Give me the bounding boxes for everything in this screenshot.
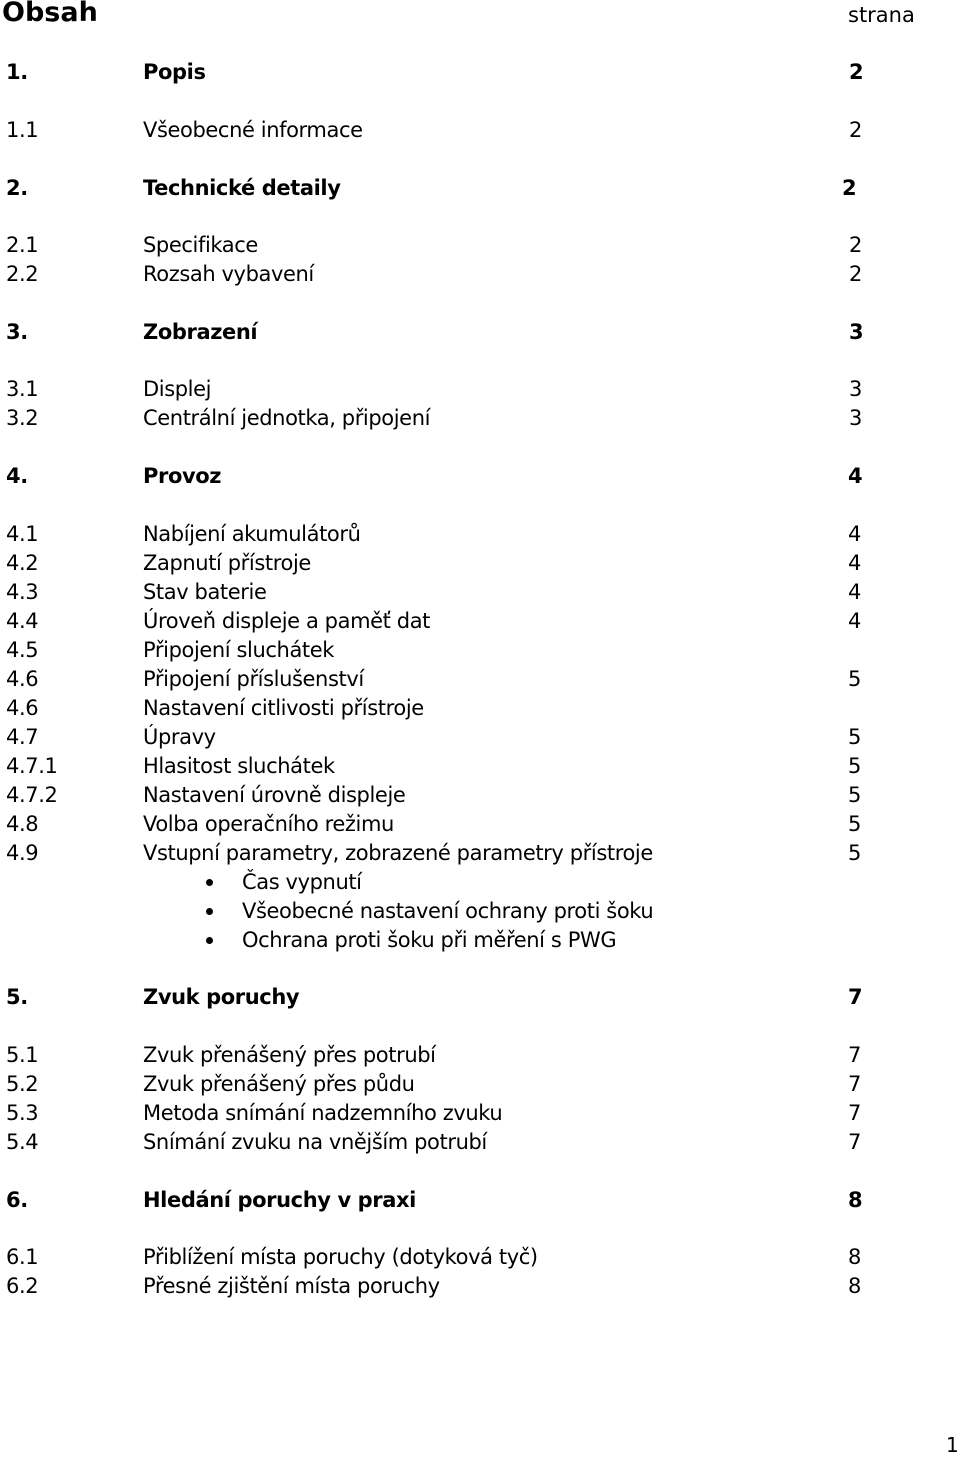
toc-entry-page: 2 [849, 118, 862, 142]
toc-entry-title: Nastavení citlivosti přístroje [143, 696, 424, 720]
toc-entry-page: 5 [848, 841, 861, 865]
toc-entry-number: 4.9 [6, 841, 39, 865]
toc-entry-page: 7 [848, 985, 863, 1009]
toc-entry[interactable] [0, 116, 960, 144]
toc-entry-page: 7 [848, 1130, 861, 1154]
toc-entry[interactable] [0, 1099, 960, 1127]
toc-entry-title: Zobrazení [143, 320, 258, 344]
toc-entry-number: 2.2 [6, 262, 39, 286]
toc-entry-page: 2 [849, 60, 864, 84]
toc-section-entry[interactable] [0, 983, 960, 1011]
toc-entry-number: 4.2 [6, 551, 39, 575]
toc-entry-title: Všeobecné informace [143, 118, 363, 142]
toc-entry-title: Přesné zjištění místa poruchy [143, 1274, 440, 1298]
toc-entry-number: 1.1 [6, 118, 39, 142]
toc-entry-title: Hledání poruchy v praxi [143, 1188, 416, 1212]
toc-entry[interactable] [0, 260, 960, 288]
toc-entry-number: 4.4 [6, 609, 39, 633]
toc-entry-title: Nastavení úrovně displeje [143, 783, 406, 807]
toc-entry-title: Stav baterie [143, 580, 267, 604]
toc-entry-number: 6.1 [6, 1245, 39, 1269]
toc-entry-title: Popis [143, 60, 206, 84]
toc-entry[interactable] [0, 607, 960, 635]
footer-page-number: 1 [946, 1433, 959, 1457]
toc-section-entry[interactable] [0, 58, 960, 86]
toc-entry[interactable] [0, 694, 960, 722]
bullet-icon [206, 879, 213, 886]
toc-entry[interactable] [0, 839, 960, 867]
toc-entry-page: 4 [848, 522, 861, 546]
toc-entry[interactable] [0, 723, 960, 751]
toc-entry-title: Zvuk poruchy [143, 985, 300, 1009]
toc-entry-title: Vstupní parametry, zobrazené parametry přístroje [143, 841, 653, 865]
toc-entry-number: 5.1 [6, 1043, 39, 1067]
toc-entry-page: 5 [848, 783, 861, 807]
toc-entry-page: 5 [848, 754, 861, 778]
toc-entry[interactable] [0, 578, 960, 606]
toc-entry-title: Úpravy [143, 725, 216, 749]
toc-entry-title: Připojení sluchátek [143, 638, 335, 662]
toc-entry-number: 4.7.1 [6, 754, 58, 778]
toc-entry-number: 4.1 [6, 522, 39, 546]
toc-entry-number: 3.2 [6, 406, 39, 430]
toc-entry-title: Volba operačního režimu [143, 812, 394, 836]
toc-entry-page: 8 [848, 1274, 861, 1298]
toc-entry-page: 2 [849, 233, 862, 257]
toc-section-entry[interactable] [0, 318, 960, 346]
toc-entry-title: Rozsah vybavení [143, 262, 314, 286]
toc-entry-number: 4.7 [6, 725, 39, 749]
toc-entry-page: 4 [848, 580, 861, 604]
toc-entry-title: Specifikace [143, 233, 258, 257]
bullet-text: Ochrana proti šoku při měření s PWG [242, 928, 617, 952]
toc-entry-title: Úroveň displeje a paměť dat [143, 609, 431, 633]
toc-entry-page: 5 [848, 725, 861, 749]
toc-entry-number: 3.1 [6, 377, 39, 401]
toc-entry-number: 4. [6, 464, 28, 488]
toc-entry-page: 4 [848, 609, 861, 633]
toc-entry-page: 7 [848, 1043, 861, 1067]
toc-entry-number: 4.8 [6, 812, 39, 836]
toc-entry-title: Technické detaily [143, 176, 341, 200]
bullet-icon [206, 937, 213, 944]
bullet-item [0, 926, 960, 954]
toc-entry[interactable] [0, 1243, 960, 1271]
bullet-item [0, 868, 960, 896]
bullet-text: Všeobecné nastavení ochrany proti šoku [242, 899, 654, 923]
toc-entry-page: 7 [848, 1072, 861, 1096]
toc-entry[interactable] [0, 1128, 960, 1156]
toc-entry-title: Hlasitost sluchátek [143, 754, 335, 778]
toc-entry-number: 4.5 [6, 638, 39, 662]
toc-entry-page: 8 [848, 1188, 863, 1212]
toc-entry-number: 2. [6, 176, 28, 200]
toc-entry-page: 3 [849, 320, 864, 344]
toc-entry-title: Centrální jednotka, připojení [143, 406, 431, 430]
bullet-text: Čas vypnutí [242, 870, 362, 894]
toc-entry[interactable] [0, 375, 960, 403]
toc-section-entry[interactable] [0, 462, 960, 490]
toc-entry-title: Zapnutí přístroje [143, 551, 311, 575]
toc-entry-number: 5.4 [6, 1130, 39, 1154]
toc-entry-title: Snímání zvuku na vnějším potrubí [143, 1130, 487, 1154]
toc-entry-number: 5.3 [6, 1101, 39, 1125]
toc-entry[interactable] [0, 810, 960, 838]
toc-entry-number: 5.2 [6, 1072, 39, 1096]
toc-entry[interactable] [0, 1041, 960, 1069]
toc-entry-page: 4 [848, 464, 863, 488]
bullet-item [0, 897, 960, 925]
toc-entry-page: 3 [849, 377, 862, 401]
toc-entry[interactable] [0, 1070, 960, 1098]
toc-entry[interactable] [0, 665, 960, 693]
toc-entry-title: Zvuk přenášený přes potrubí [143, 1043, 436, 1067]
toc-entry-title: Připojení příslušenství [143, 667, 364, 691]
toc-entry-number: 6.2 [6, 1274, 39, 1298]
toc-entry-number: 2.1 [6, 233, 39, 257]
toc-entry-page: 5 [848, 667, 861, 691]
toc-entry-title: Provoz [143, 464, 222, 488]
toc-entry[interactable] [0, 231, 960, 259]
toc-entry[interactable] [0, 520, 960, 548]
toc-entry-number: 4.6 [6, 696, 39, 720]
toc-entry-title: Displej [143, 377, 212, 401]
toc-entry-title: Přiblížení místa poruchy (dotyková tyč) [143, 1245, 538, 1269]
toc-entry-title: Zvuk přenášený přes půdu [143, 1072, 415, 1096]
toc-entry-number: 3. [6, 320, 28, 344]
page-column-label: strana [848, 3, 915, 27]
toc-entry-title: Nabíjení akumulátorů [143, 522, 361, 546]
toc-entry-number: 4.7.2 [6, 783, 58, 807]
toc-entry-title: Metoda snímání nadzemního zvuku [143, 1101, 503, 1125]
toc-entry-number: 5. [6, 985, 28, 1009]
toc-entry-number: 6. [6, 1188, 28, 1212]
toc-entry-number: 4.6 [6, 667, 39, 691]
toc-entry[interactable] [0, 752, 960, 780]
toc-entry-page: 5 [848, 812, 861, 836]
toc-entry-page: 8 [848, 1245, 861, 1269]
toc-entry-page: 2 [849, 262, 862, 286]
toc-entry[interactable] [0, 549, 960, 577]
toc-entry-number: 1. [6, 60, 28, 84]
toc-entry-page: 7 [848, 1101, 861, 1125]
toc-entry-page: 2 [842, 176, 857, 200]
toc-entry-page: 4 [848, 551, 861, 575]
toc-entry-number: 4.3 [6, 580, 39, 604]
toc-entry-page: 3 [849, 406, 862, 430]
toc-entry[interactable] [0, 781, 960, 809]
bullet-icon [206, 908, 213, 915]
toc-section-entry[interactable] [0, 174, 960, 202]
toc-entry[interactable] [0, 636, 960, 664]
toc-entry[interactable] [0, 1272, 960, 1300]
toc-section-entry[interactable] [0, 1186, 960, 1214]
toc-title: Obsah [2, 0, 98, 28]
toc-entry[interactable] [0, 404, 960, 432]
